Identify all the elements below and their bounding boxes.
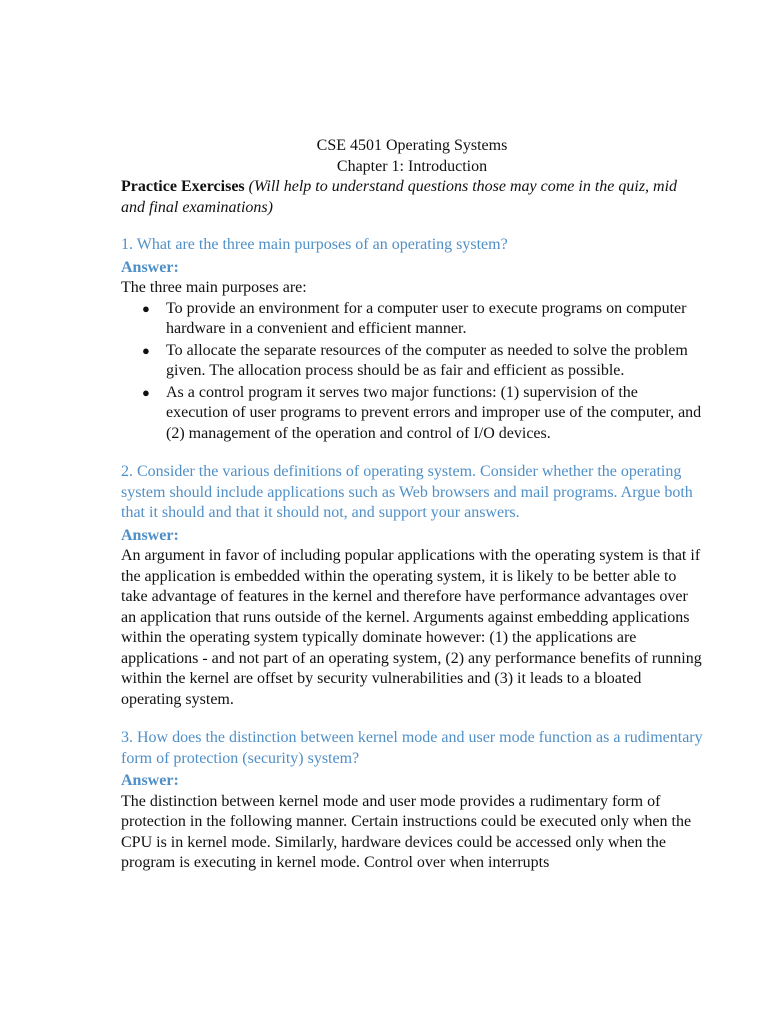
answer-label-1: Answer: (121, 258, 179, 276)
answer-1-lead: The three main purposes are: (121, 279, 307, 296)
question-1: 1. What are the three main purposes of an operating system? (121, 236, 508, 253)
bullet-icon: ● (142, 300, 150, 316)
answer-label-2: Answer: (121, 526, 179, 544)
answer-1-list (121, 299, 703, 445)
list-item (121, 299, 703, 340)
bullet-icon: ● (142, 342, 150, 358)
practice-exercises-note: (Will help to understand questions those may come in the quiz, mid and final examinations) (121, 178, 678, 216)
answer-3-text: The distinction between kernel mode and user mode provides a rudimentary form of protection in the following manner. Certain instructions could be executed only when the CPU is in kernel mode. Similarly, hardware devices could be accessed only when the program is executing in kernel mode. Control over when interrupts (121, 792, 692, 871)
list-item-text: As a control program it serves two major functions: (1) supervision of the execution of user programs to prevent errors and improper use of the computer, and (2) management of the operation and control of I/O devices. (166, 383, 702, 442)
list-item (121, 341, 703, 382)
practice-intro (121, 177, 703, 218)
course-title: CSE 4501 Operating Systems (316, 137, 508, 154)
question-2-block (121, 462, 703, 710)
question-2: 2. Consider the various definitions of operating system. Consider whether the operating system should include applications such as Web browsers and mail programs. Argue both that it should and that it should not, and support your answers. (121, 463, 693, 521)
answer-2-text: An argument in favor of including popular applications with the operating system is that if the application is embedded within the operating system, it is likely to be better able to take advantage of features in the kernel and therefore have performance advantages over an application that runs outside of the kernel. Arguments against embedding applications within the operating system typically dominate however: (1) the applications are applications - and not part of an operating system, (2) any performance benefits of running within the kernel are offset by security vulnerabilities and (3) it leads to a bloated operating system. (121, 547, 702, 708)
question-3: 3. How does the distinction between kernel mode and user mode function as a rudimentary form of protection (security) system? (121, 729, 703, 767)
question-3-block (121, 728, 703, 874)
list-item-text: To provide an environment for a computer user to execute programs on computer hardware in a convenient and efficient manner. (166, 299, 687, 337)
bullet-icon: ● (142, 384, 150, 400)
answer-label-3: Answer: (121, 772, 179, 789)
chapter-title: Chapter 1: Introduction (336, 157, 488, 175)
document-page (121, 136, 703, 874)
list-item (121, 383, 703, 445)
practice-exercises-heading: Practice Exercises (121, 178, 245, 195)
list-item-text: To allocate the separate resources of the computer as needed to solve the problem given. The allocation process should be as fair and efficient as possible. (166, 341, 688, 379)
